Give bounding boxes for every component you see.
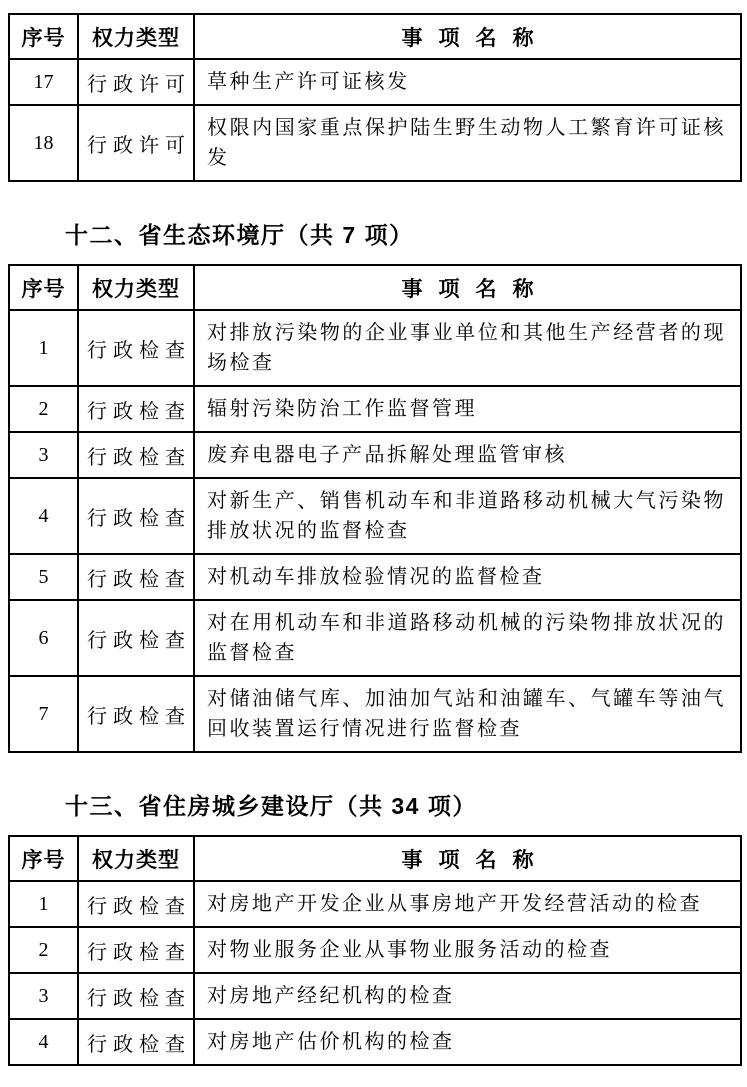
table-row: [9, 927, 741, 973]
col-header-no: 序号: [9, 836, 78, 881]
row-number-cell: 4: [9, 1019, 78, 1065]
section-heading-13: 十三、省住房城乡建设厅（共 34 项）: [65, 793, 477, 819]
section-heading-12: 十二、省生态环境厅（共 7 项）: [65, 222, 414, 248]
table-row: [9, 881, 741, 927]
power-type-cell: 行政检查: [78, 478, 194, 554]
item-name-cell: 对机动车排放检验情况的监督检查: [194, 554, 741, 600]
power-type-cell: 行政检查: [78, 600, 194, 676]
row-number-cell: 5: [9, 554, 78, 600]
table-row: [9, 105, 741, 181]
row-number-cell: 2: [9, 386, 78, 432]
row-number-cell: 3: [9, 973, 78, 1019]
table-header-row: [9, 14, 741, 59]
power-table-ecology-environment: [8, 264, 742, 753]
row-number-cell: 6: [9, 600, 78, 676]
item-name-cell: 对在用机动车和非道路移动机械的污染物排放状况的监督检查: [194, 600, 741, 676]
item-name-cell: 对排放污染物的企业事业单位和其他生产经营者的现场检查: [194, 310, 741, 386]
table-row: [9, 432, 741, 478]
power-table-housing-construction: [8, 835, 742, 1066]
power-type-cell: 行政检查: [78, 432, 194, 478]
table-row: [9, 59, 741, 105]
item-name-cell: 对物业服务企业从事物业服务活动的检查: [194, 927, 741, 973]
row-number-cell: 7: [9, 676, 78, 752]
item-name-cell: 对房地产开发企业从事房地产开发经营活动的检查: [194, 881, 741, 927]
row-number-cell: 18: [9, 105, 78, 181]
power-type-cell: 行政许可: [78, 59, 194, 105]
col-header-no: 序号: [9, 14, 78, 59]
item-name-cell: 对房地产经纪机构的检查: [194, 973, 741, 1019]
col-header-type: 权力类型: [78, 836, 194, 881]
power-type-cell: 行政检查: [78, 386, 194, 432]
col-header-item: 事项名称: [194, 14, 741, 59]
col-header-item: 事项名称: [194, 836, 741, 881]
power-type-cell: 行政检查: [78, 554, 194, 600]
col-header-type: 权力类型: [78, 14, 194, 59]
power-type-cell: 行政检查: [78, 1019, 194, 1065]
power-type-cell: 行政检查: [78, 310, 194, 386]
table-row: [9, 676, 741, 752]
table-row: [9, 600, 741, 676]
table-row: [9, 478, 741, 554]
power-type-cell: 行政检查: [78, 973, 194, 1019]
table-row: [9, 554, 741, 600]
row-number-cell: 3: [9, 432, 78, 478]
row-number-cell: 4: [9, 478, 78, 554]
col-header-type: 权力类型: [78, 265, 194, 310]
item-name-cell: 草种生产许可证核发: [194, 59, 741, 105]
power-type-cell: 行政检查: [78, 881, 194, 927]
table-row: [9, 310, 741, 386]
col-header-no: 序号: [9, 265, 78, 310]
table-row: [9, 973, 741, 1019]
row-number-cell: 2: [9, 927, 78, 973]
table-header-row: [9, 836, 741, 881]
row-number-cell: 1: [9, 881, 78, 927]
power-table-continuation: [8, 13, 742, 182]
item-name-cell: 对储油储气库、加油加气站和油罐车、气罐车等油气回收装置运行情况进行监督检查: [194, 676, 741, 752]
col-header-item: 事项名称: [194, 265, 741, 310]
table-row: [9, 386, 741, 432]
table-header-row: [9, 265, 741, 310]
power-type-cell: 行政许可: [78, 105, 194, 181]
item-name-cell: 对新生产、销售机动车和非道路移动机械大气污染物排放状况的监督检查: [194, 478, 741, 554]
item-name-cell: 对房地产估价机构的检查: [194, 1019, 741, 1065]
table-row: [9, 1019, 741, 1065]
row-number-cell: 17: [9, 59, 78, 105]
item-name-cell: 废弃电器电子产品拆解处理监管审核: [194, 432, 741, 478]
power-type-cell: 行政检查: [78, 676, 194, 752]
item-name-cell: 权限内国家重点保护陆生野生动物人工繁育许可证核发: [194, 105, 741, 181]
row-number-cell: 1: [9, 310, 78, 386]
power-type-cell: 行政检查: [78, 927, 194, 973]
item-name-cell: 辐射污染防治工作监督管理: [194, 386, 741, 432]
